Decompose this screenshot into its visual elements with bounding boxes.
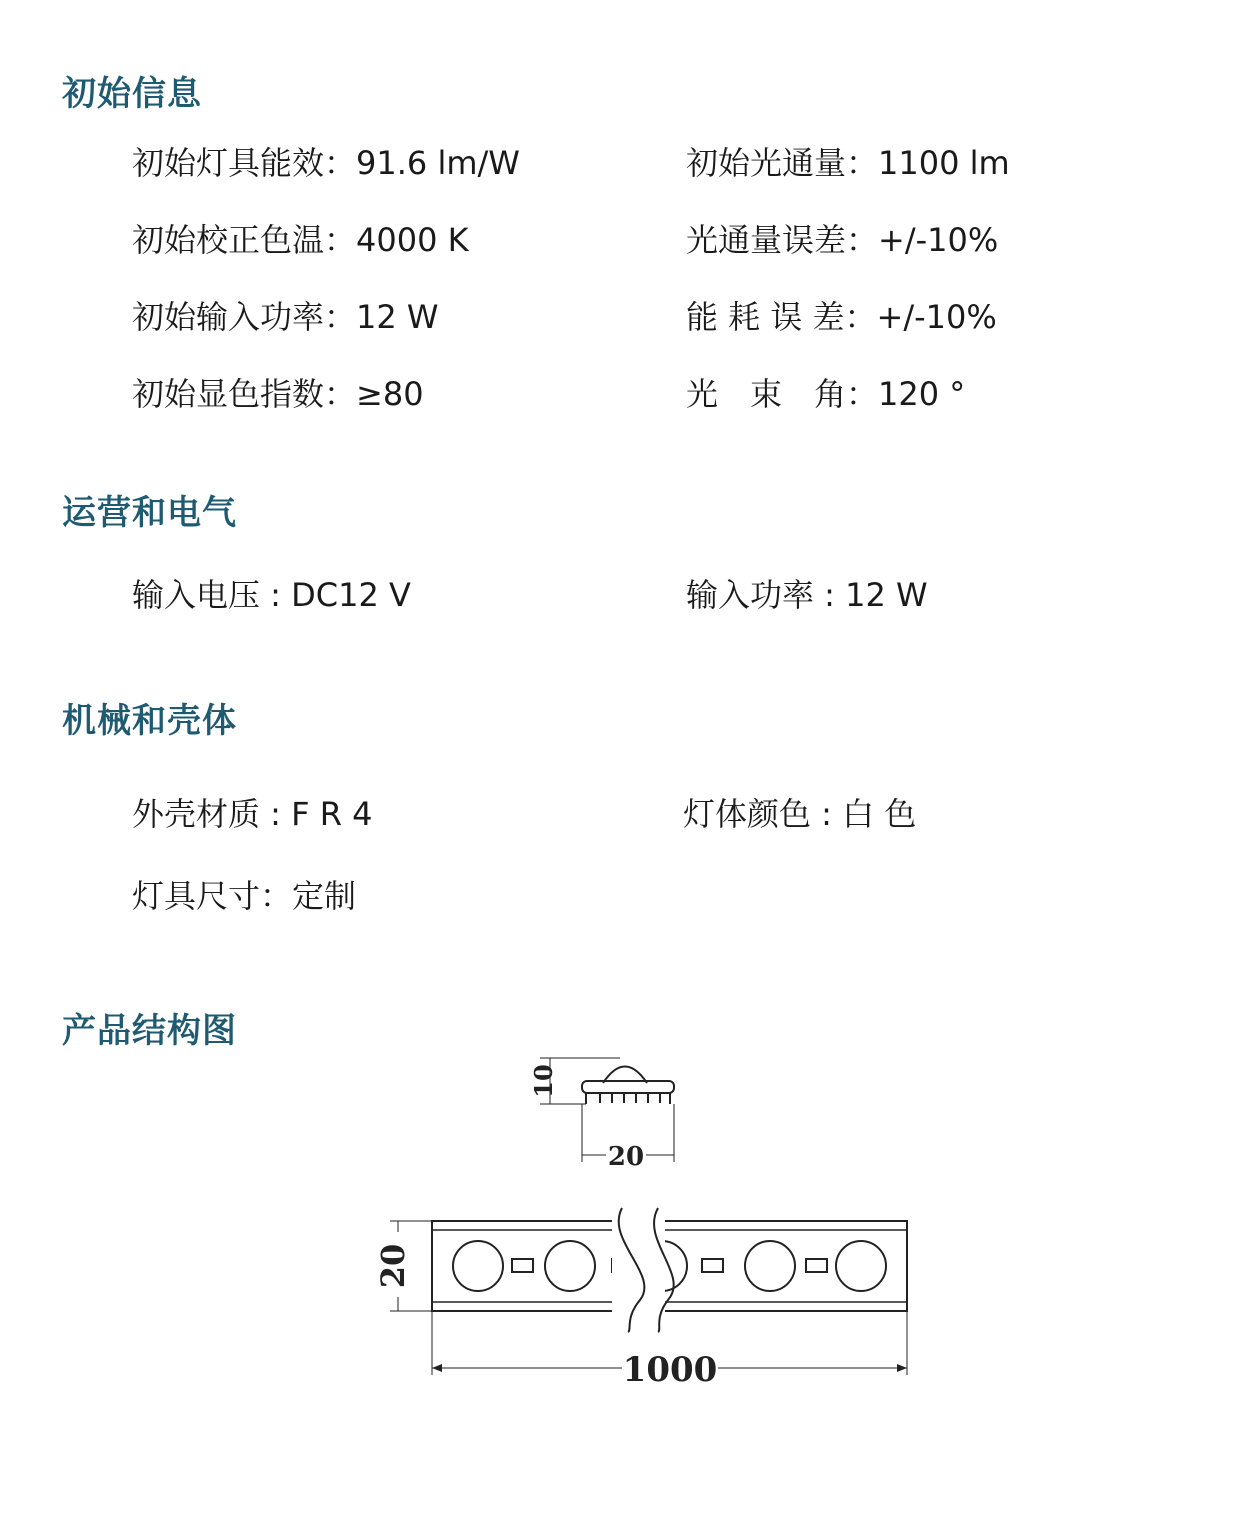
- spec-power-tolerance: [686, 297, 997, 337]
- spec-initial-power: [132, 297, 439, 337]
- spec-label: 初始校正色温：: [132, 221, 357, 259]
- product-structure-drawing: [0, 1040, 1240, 1400]
- spec-value: +/-10%: [878, 221, 999, 259]
- spec-value: 1100 lm: [878, 144, 1010, 182]
- spec-value: 12 W: [356, 298, 439, 336]
- section-title-structure: 产品结构图: [62, 1011, 237, 1051]
- spec-label: 光通量误差：: [686, 221, 879, 259]
- spec-value: 白 色: [842, 795, 917, 833]
- spec-label: 光 束 角：: [686, 375, 879, 413]
- spec-label: 灯具尺寸：: [132, 877, 293, 915]
- spec-label: 输入电压 :: [132, 576, 292, 614]
- spec-label: 能 耗 误 差：: [686, 298, 877, 336]
- spec-label: 灯体颜色 :: [683, 795, 843, 833]
- spec-input-power: [686, 575, 928, 615]
- spec-initial-flux: [686, 143, 1010, 183]
- spec-initial-cct: [132, 220, 469, 260]
- spec-value: ≥80: [356, 375, 424, 413]
- spec-label: 输入功率 :: [686, 576, 846, 614]
- spec-value: DC12 V: [291, 576, 411, 614]
- spec-fixture-size: [132, 876, 356, 916]
- dim-profile-height: 10: [529, 1064, 558, 1098]
- spec-initial-cri: [132, 374, 424, 414]
- spec-label: 初始显色指数：: [132, 375, 357, 413]
- spec-input-voltage: [132, 575, 411, 615]
- spec-label: 外壳材质 :: [132, 795, 292, 833]
- spec-beam-angle: [686, 374, 965, 414]
- spec-value: 4000 K: [356, 221, 469, 259]
- section-title-mechanical: 机械和壳体: [62, 701, 237, 741]
- spec-body-color: [683, 794, 916, 834]
- spec-value: 定制: [292, 877, 357, 915]
- section-title-electrical: 运营和电气: [62, 493, 237, 533]
- spec-housing-material: [132, 794, 372, 834]
- spec-initial-efficacy: [132, 143, 520, 183]
- dim-strip-length: 1000: [622, 1350, 718, 1390]
- spec-value: 12 W: [845, 576, 928, 614]
- spec-label: 初始光通量：: [686, 144, 879, 182]
- spec-value: +/-10%: [876, 298, 997, 336]
- spec-label: 初始灯具能效：: [132, 144, 357, 182]
- spec-value: F R 4: [291, 795, 373, 833]
- spec-label: 初始输入功率：: [132, 298, 357, 336]
- dim-strip-width: 20: [374, 1243, 412, 1289]
- spec-value: 91.6 lm/W: [356, 144, 520, 182]
- spec-value: 120 °: [878, 375, 966, 413]
- section-title-initial: 初始信息: [62, 74, 202, 114]
- spec-flux-tolerance: [686, 220, 998, 260]
- dim-profile-width: 20: [607, 1142, 645, 1172]
